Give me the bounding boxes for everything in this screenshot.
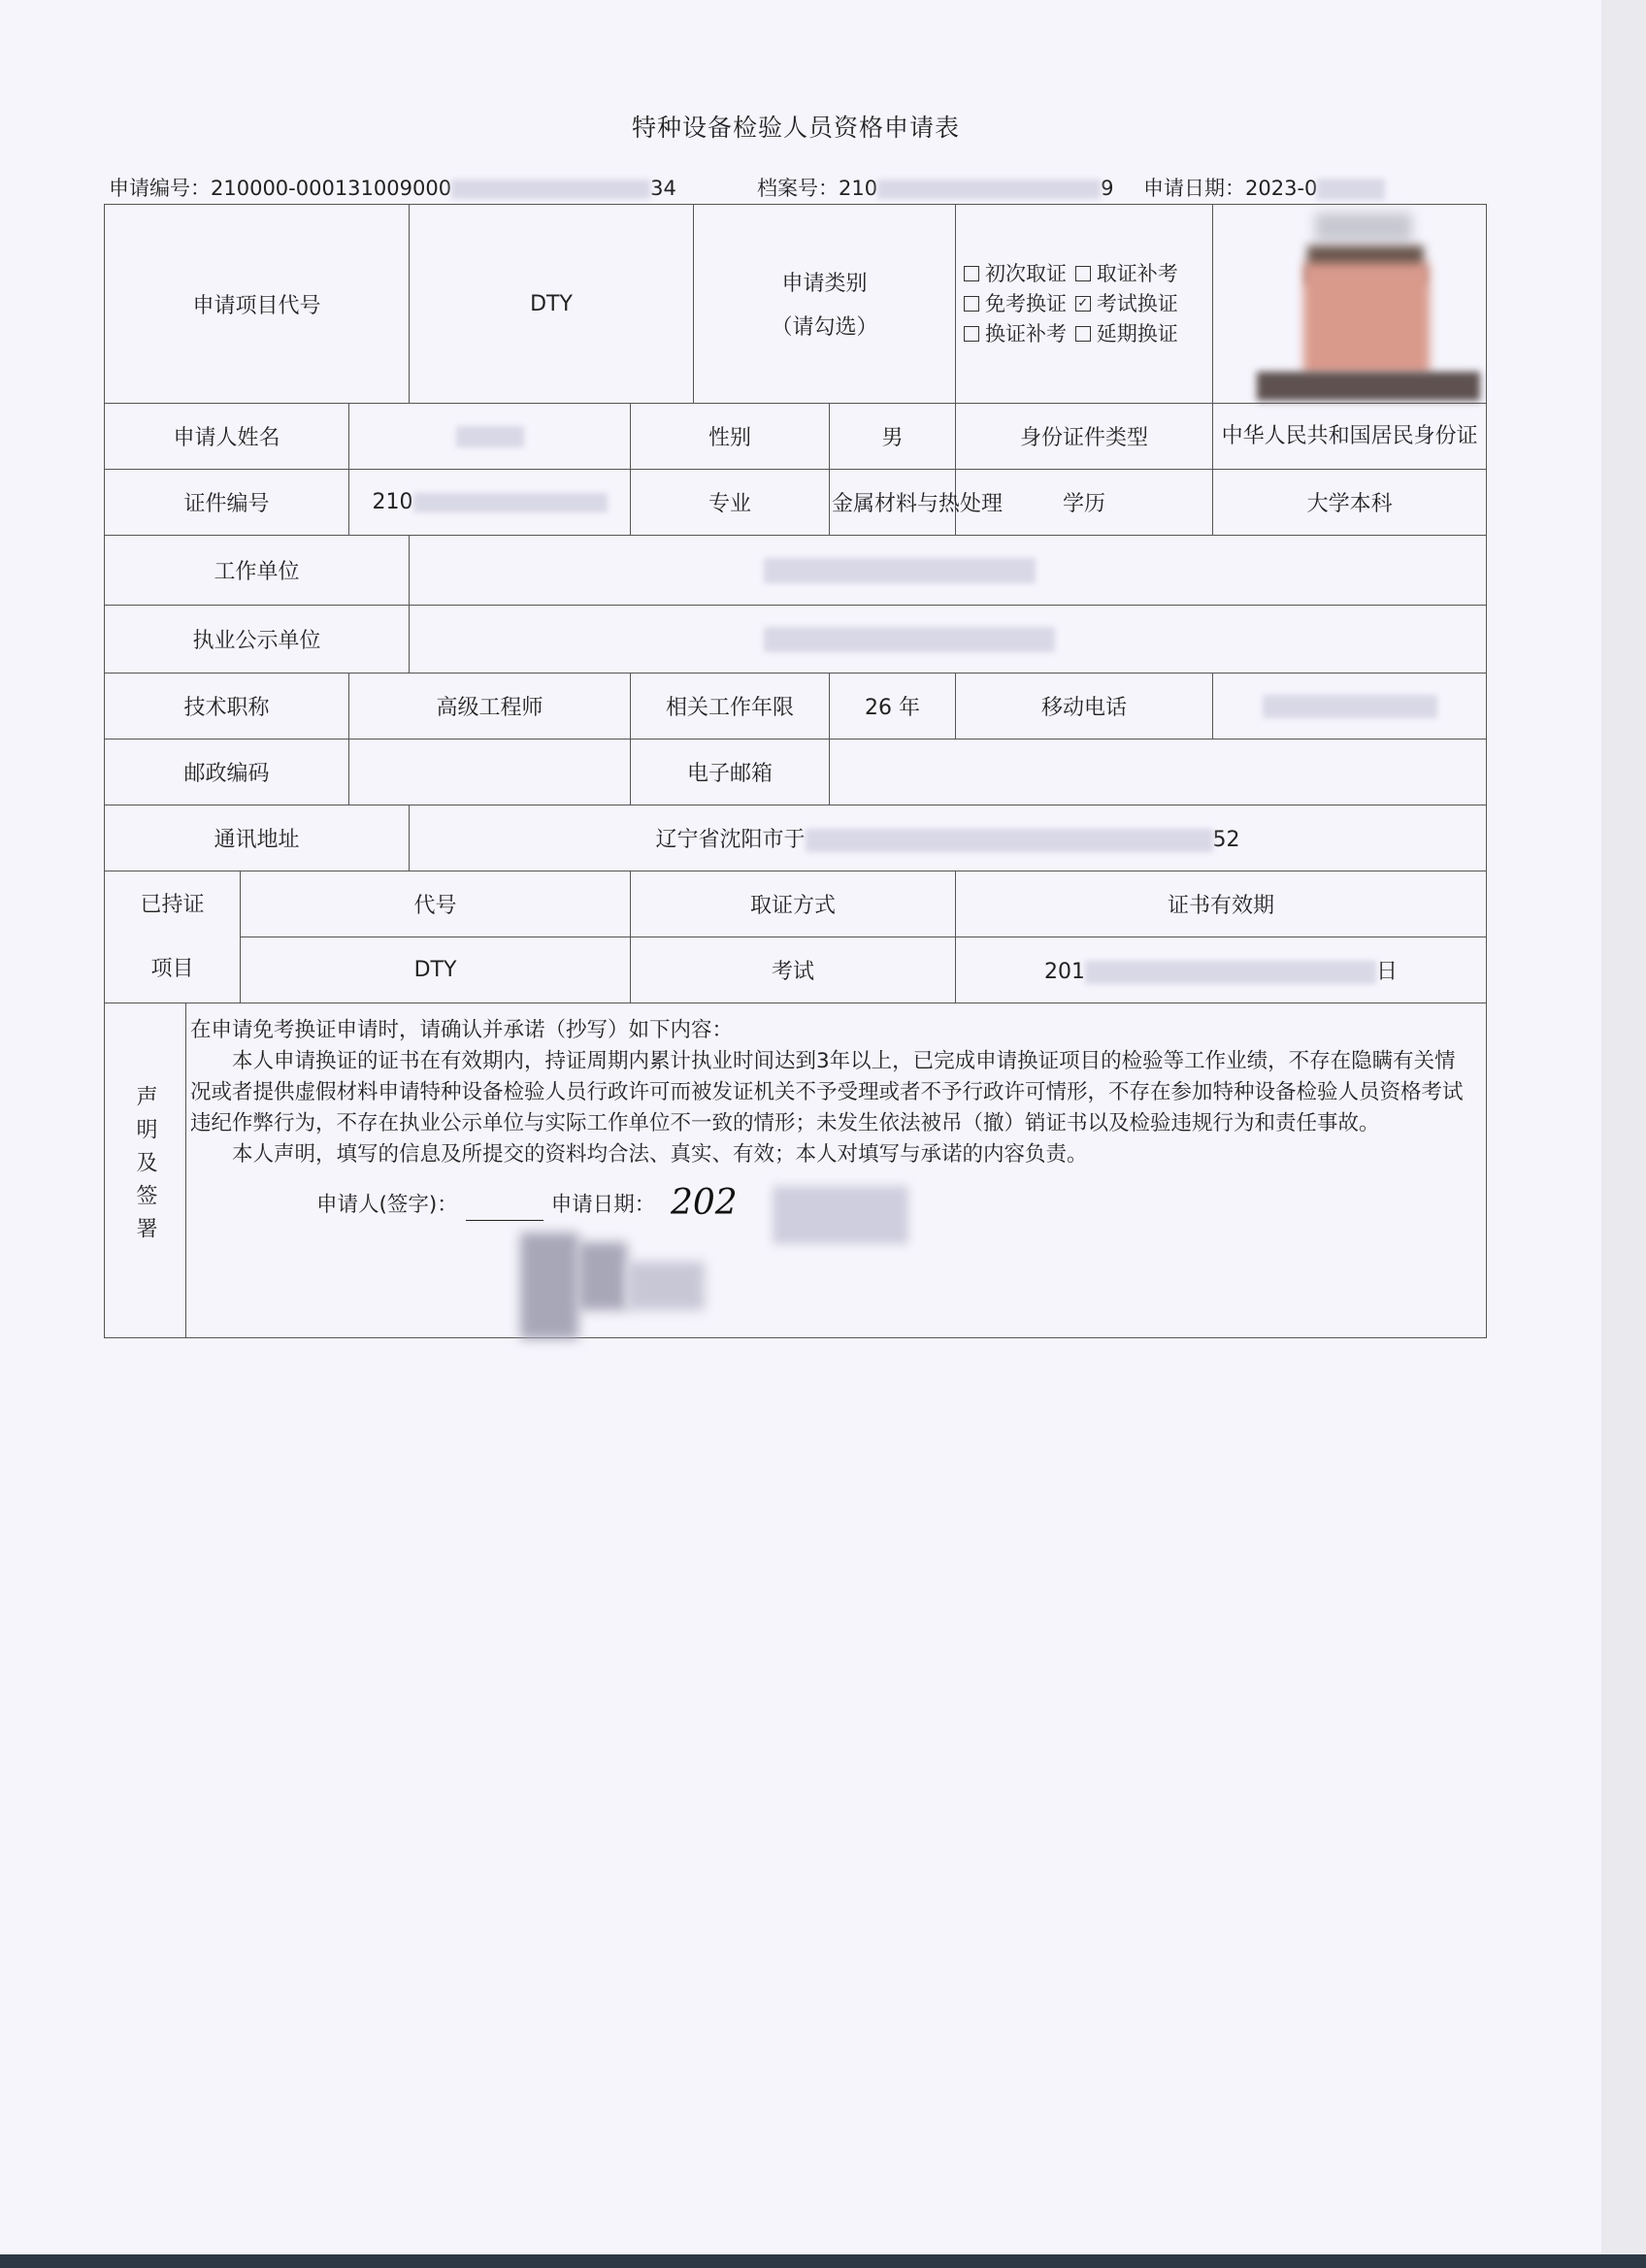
declaration-paragraph-2: 本人声明，填写的信息及所提交的资料均合法、真实、有效；本人对填写与承诺的内容负责。 (232, 1142, 1088, 1167)
checkbox-renewal-retake[interactable] (964, 326, 979, 342)
redacted-region (764, 627, 1055, 652)
photo-cell (1213, 205, 1487, 404)
technical-title-value: 高级工程师 (349, 674, 631, 740)
address-label: 通讯地址 (105, 805, 410, 871)
validity-end: 日 (1376, 960, 1399, 984)
redacted-region (764, 558, 1036, 583)
file-number-tail: 9 (1101, 177, 1114, 200)
declaration-side-label: 声明及签署 (133, 1085, 157, 1250)
project-code-label: 申请项目代号 (105, 205, 410, 404)
redacted-region (1317, 179, 1385, 200)
application-date-value: 2023-0 (1245, 177, 1318, 200)
gender-value: 男 (830, 404, 956, 470)
redacted-region (773, 1186, 908, 1244)
held-validity-value (956, 937, 1487, 1003)
option-initial-label: 初次取证 (985, 261, 1068, 285)
validity-start: 201 (1044, 960, 1086, 984)
option-renewal-retake-label: 换证补考 (985, 321, 1068, 345)
checkbox-retake[interactable] (1075, 266, 1091, 281)
application-type-label: 申请类别 (781, 272, 868, 296)
work-years-label: 相关工作年限 (631, 674, 830, 740)
technical-title-label: 技术职称 (105, 674, 349, 740)
option-extension-label: 延期换证 (1096, 321, 1178, 345)
application-date-label: 申请日期： (1143, 177, 1245, 200)
major-label: 专业 (631, 470, 830, 536)
address-value (410, 805, 1487, 871)
email-label: 电子邮箱 (631, 740, 830, 805)
application-type-cell (694, 205, 956, 404)
file-number (757, 173, 1113, 202)
mobile-phone-label: 移动电话 (956, 674, 1213, 740)
held-items-label-line1: 已持证 (140, 892, 205, 917)
check-mark-icon: ✓ (1077, 295, 1089, 311)
project-code-value: DTY (410, 205, 694, 404)
checkbox-exam-renewal[interactable] (1075, 296, 1091, 312)
held-method-value: 考试 (631, 937, 956, 1003)
checkbox-extension[interactable] (1075, 326, 1091, 342)
redacted-region (1085, 961, 1376, 984)
id-type-value: 中华人民共和国居民身份证 (1213, 404, 1487, 470)
sign-date-label: 申请日期： (550, 1193, 656, 1217)
redacted-region (451, 180, 650, 199)
redacted-region (806, 829, 1213, 852)
application-date (1143, 173, 1385, 202)
mobile-phone-value (1213, 674, 1487, 740)
declaration-side-label-cell (105, 1003, 186, 1338)
declaration-body (186, 1003, 1487, 1338)
held-items-label-line2: 项目 (150, 956, 194, 981)
application-form-table (104, 204, 1487, 1338)
id-number-prefix: 210 (372, 490, 413, 514)
signature-row (190, 1183, 1476, 1258)
scan-border (0, 2254, 1646, 2268)
applicant-name-label: 申请人姓名 (105, 404, 349, 470)
file-number-value: 210 (839, 177, 878, 200)
form-title: 特种设备检验人员资格申请表 (631, 114, 960, 142)
held-code-header: 代号 (241, 871, 631, 937)
held-code-value: DTY (241, 937, 631, 1003)
checkbox-exempt-renewal[interactable] (964, 296, 979, 312)
application-number (109, 173, 676, 202)
work-years-value: 26 年 (830, 674, 956, 740)
redacted-region (413, 493, 608, 512)
application-number-value: 210000-000131009000 (211, 177, 452, 200)
application-number-label: 申请编号： (109, 177, 211, 200)
postcode-value (349, 740, 631, 805)
address-prefix: 辽宁省沈阳市于 (655, 828, 806, 852)
handwritten-date: 202 (671, 1183, 738, 1223)
id-type-label: 身份证件类型 (956, 404, 1213, 470)
redacted-region (456, 426, 524, 447)
application-number-tail: 34 (650, 177, 676, 200)
file-number-label: 档案号： (757, 177, 839, 200)
postcode-label: 邮政编码 (105, 740, 349, 805)
gender-label: 性别 (631, 404, 830, 470)
public-unit-value (410, 606, 1487, 674)
redacted-region (1263, 695, 1437, 718)
held-validity-header: 证书有效期 (956, 871, 1487, 937)
application-type-options (956, 205, 1213, 404)
checkbox-initial[interactable] (964, 266, 979, 281)
email-value (830, 740, 1487, 805)
held-items-label (105, 871, 241, 1003)
application-type-hint: （请勾选） (771, 315, 878, 340)
education-label: 学历 (956, 470, 1213, 536)
option-retake-label: 取证补考 (1096, 261, 1178, 285)
work-unit-label: 工作单位 (105, 536, 410, 606)
signature-line (466, 1220, 543, 1221)
declaration-paragraph-1: 本人申请换证的证书在有效期内，持证周期内累计执业时间达到3年以上，已完成申请换证项目的检验等工作业绩，不存在隐瞒有关情况或者提供虚假材料申请特种设备检验人员行政许可而被发证机关不予受理或者不予行政许可情形，不存在参加特种设备检验人员资格考试违纪作弊行为，不存在执业公示单位与实际工作单位不一致的情形；未发生依法被吊（撤）销证书以及检验违规行为和责任事故。 (190, 1049, 1464, 1135)
option-exempt-renewal-label: 免考换证 (985, 291, 1068, 315)
work-unit-value (410, 536, 1487, 606)
declaration-intro: 在申请免考换证申请时，请确认并承诺（抄写）如下内容： (190, 1018, 734, 1042)
id-number-value (349, 470, 631, 536)
signer-label: 申请人(签字)： (316, 1193, 458, 1217)
applicant-photo (1257, 226, 1480, 396)
redacted-region (877, 180, 1101, 199)
applicant-name-value (349, 404, 631, 470)
option-exam-renewal-label: 考试换证 (1096, 291, 1178, 315)
major-value: 金属材料与热处理 (830, 470, 956, 536)
address-tail: 52 (1212, 828, 1240, 852)
scan-edge (1601, 0, 1646, 2268)
redacted-signature (520, 1233, 714, 1339)
id-number-label: 证件编号 (105, 470, 349, 536)
public-unit-label: 执业公示单位 (105, 606, 410, 674)
education-value: 大学本科 (1213, 470, 1487, 536)
held-method-header: 取证方式 (631, 871, 956, 937)
